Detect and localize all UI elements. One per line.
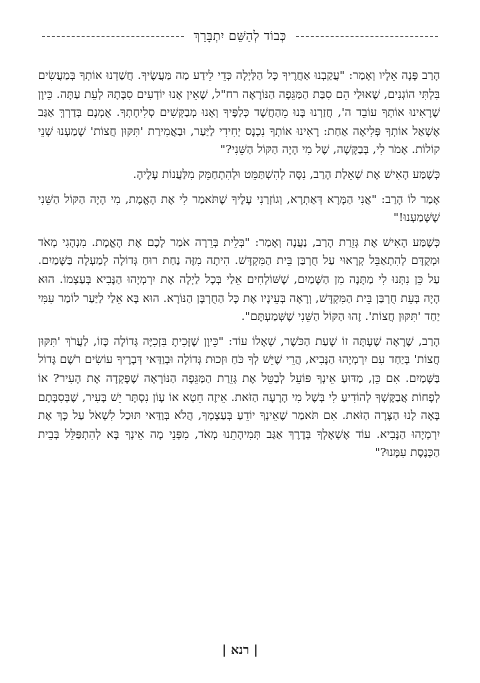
paragraph: אָמַר לוֹ הָרַב: "אֲנִי הַמָּרָא דְּאַתְרָא, וְגוֹזְרַנִי עָלֶיךָ שֶׁתֹּאמַר לִי אֶת הָאֱמֶת, מִי הָיָה הַקּוֹל הַשֵּׁנִי שֶׁשָּׁמַעְנוּ!" — [38, 191, 440, 225]
header-title: כְּבוֹד לְהַשֵּׁם יִתְבָּרַךְ — [193, 28, 287, 43]
text-body — [38, 66, 440, 468]
header-rule-left — [42, 36, 184, 37]
header-rule-right — [296, 36, 438, 37]
page-number: | רנא | — [221, 642, 259, 657]
paragraph: כְּשֶׁמַּע הָאִישׁ אֶת שְׁאֵלַת הָרַב, נִסָּה לְהִשְׁתַּמֵּט וּלְהִתְחַמֵּק מִלַּעֲנוֹת עָלֶיהָ. — [132, 166, 440, 181]
running-header — [42, 28, 438, 44]
paragraph: הָרַב, שֶׁרָאָה שֶׁעָתָּה זוֹ שָׁעַת הַכֹּשֶׁר, שְׁאָלוֹ עוֹד: "כֵּיוָן שֶׁזָּכִיתָ בִּזְכִיָּה גְּדוֹלָה כָּזוֹ, לַעֲרֹךְ 'תִּקּוּן חֲצוֹת' בְּיַחַד עִם יִרְמְיָהוּ הַנָּבִיא, הֲרֵי שֶׁיֵּשׁ לְךָ כֹּחַ וּזְכוּת גְּדוֹלָה וּבְוַדַּאי דְּבָרֶיךָ עוֹשִׂים רֹשֶׁם גָּדוֹל בַּשָּׁמַיִם. אִם כֵּן, מַדּוּעַ אֵינְךָ פּוֹעֵל לְבַטֵּל אֶת גְּזֵרַת הַמַּגֵּפָה הַנּוֹרָאָה שֶׁפָּקְדָה אֶת הָעִיר? אוֹ לְפָחוֹת אֲבַקֶּשְׁךָ לְהוֹדִיעַ לִי בְּשֶׁל מִי הָרָעָה הַזֹּאת. אֵיזֶה חֵטְא אוֹ עָוֹן נִסְתָּר יֵשׁ בָּעִיר, שֶׁבְּסִבָּתָם בָּאָה לָנוּ הַצָּרָה הַזֹּאת. אִם תֹּאמַר שֶׁאֵינְךָ יוֹדֵעַ בְּעַצְמְךָ, הֲלֹא בְּוַדַּאי תּוּכַל לִשְׁאֹל עַל כָּךְ אֶת יִרְמְיָהוּ הַנָּבִיא. עוֹד אֶשְׁאָלְךָ בְּדֶרֶךְ אַגַּב תְּמִיהָתֵנוּ מְאֹד, מִפְּנֵי מָה אֵינְךָ בָּא לְהִתְפַּלֵּל בְּבֵית הַכְּנֶסֶת עִמָּנוּ?" — [38, 333, 440, 460]
paragraph: כְּשֶׁמַּע הָאִישׁ אֶת גְּזֵרַת הָרַב, נַעֲנָה וְאָמַר: "בְּלֵית בְּרֵרָה אֹמַר לָכֶם אֶת הָאֱמֶת. מִנְהָגִי מְאֹד וּמְקֻדָּם לְהִתְאַבֵּל קְרָאוּי עַל חֻרְבַּן בֵּית הַמִּקְדָּשׁ. הִיתָה מִזֶּה נַחַת רוּחַ גְּדוֹלָה לְמַעְלָה בַּשָּׁמַיִם. עַל כֵּן נִתְּנוּ לִי מַתָּנָה מִן הַשָּׁמַיִם, שֶׁשּׁוֹלְחִים אֵלַי בְּכָל לַיְלָה אֶת יִרְמְיָהוּ הַנָּבִיא בְּעַצְמוֹ. הוּא הָיָה בְּעֵת חֻרְבַּן בֵּית הַמִּקְדָּשׁ, וְרָאָה בְּעֵינָיו אֶת כָּל הַחֻרְבָּן הַנּוֹרָא. הוּא בָּא אֵלַי לַיַּעַר לוֹמַר עִמִּי יַחַד 'תִּקּוּן חֲצוֹת'. זֶהוּ הַקּוֹל הַשֵּׁנִי שֶׁשְּׁמַעְתֶּם". — [38, 234, 440, 324]
paragraph: הָרַב פָּנָה אֵלָיו וְאָמַר: "עֲקַבְנוּ אַחֲרֶיךָ כָּל הַלַּיְלָה כְּדֵי לֵידַע מַה מַּעֲשֶׂיךָ. חֲשַׁדְנוּ אוֹתְךָ בְּמַעֲשִׂים בִּלְתִּי הוֹגְנִים, שֶׁאוּלַי הֵם סִבַּת הַמַּגֵּפָה הַנּוֹרָאָה רח"ל, שֶׁאֵין אָנוּ יוֹדְעִים סִבָּתָהּ לְעֵת עַתָּה. כֵּיוָן שֶׁרָאִינוּ אוֹתְךָ עוֹבֵד ה', חֲזַרְנוּ בָּנוּ מֵהַחֲשָׁד כְּלַפֶּיךָ וְאָנוּ מְבַקְּשִׁים סְלִיחָתְךָ. אֻמְנָם בְּדַרְךְּ אַגַּב אֶשְׁאַל אוֹתְךָ פְּלִיאָה אַחַת: רָאִינוּ אוֹתְךָ נִכְנָס יְחִידִי לַיַּעַר, וּבַאֲמִירַת 'תִּקּוּן חֲצוֹת' שָׁמַעְנוּ שְׁנֵי קוֹלוֹת. אָמֹר לִי, בְּבַקָּשָׁה, שֶׁל מִי הָיָה הַקּוֹל הַשֵּׁנִי?" — [38, 68, 440, 157]
